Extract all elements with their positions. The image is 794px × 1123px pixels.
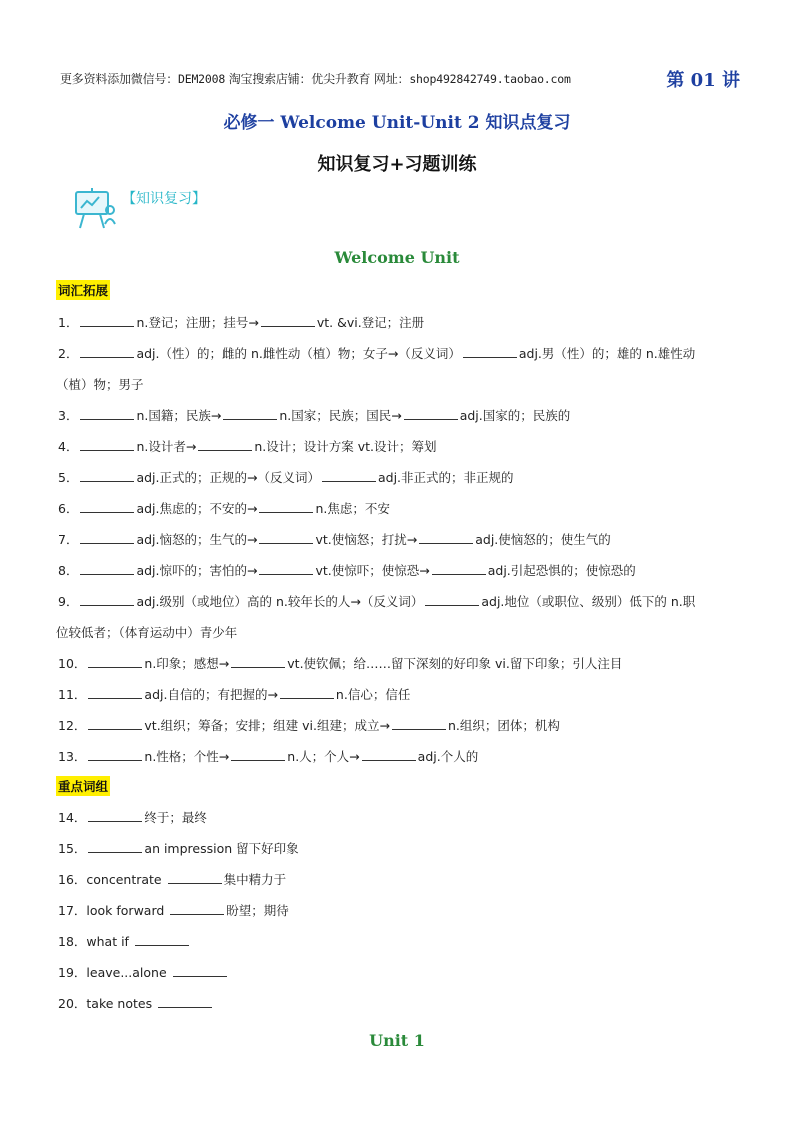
item-number: 6．: [58, 501, 79, 516]
answer-blank[interactable]: [419, 531, 473, 544]
lecture-number: 第 01 讲: [666, 70, 740, 91]
header-url[interactable]: shop492842749.taobao.com: [409, 72, 571, 86]
item-text: n.国家；民族；国民→: [279, 408, 402, 423]
phrase-item: [58, 808, 748, 826]
item-number: 9．: [58, 594, 79, 609]
item-text: n.组织；团体；机构: [447, 718, 560, 733]
answer-blank[interactable]: [80, 345, 134, 358]
item-text: vt.使恼怒；打扰→: [315, 532, 418, 547]
item-text: （植）物；男子: [56, 377, 144, 392]
item-text: adj.级别（或地位）高的 n.较年长的人→（反义词）: [136, 594, 424, 609]
item-text: n.印象；感想→: [144, 656, 230, 671]
item-text: adj.地位（或职位、级别）低下的 n.职: [481, 594, 696, 609]
item-text: adj.国家的；民族的: [459, 408, 571, 423]
answer-blank[interactable]: [259, 500, 313, 513]
vocab-item: [58, 561, 748, 579]
item-text: n.焦虑；不安: [315, 501, 390, 516]
answer-blank[interactable]: [259, 562, 313, 575]
item-number: 3．: [58, 408, 79, 423]
vocab-item: [58, 747, 748, 765]
page-subtitle: 知识复习+习题训练: [317, 154, 477, 175]
answer-blank[interactable]: [259, 531, 313, 544]
review-label: 【知识复习】: [122, 191, 206, 207]
answer-blank[interactable]: [322, 469, 376, 482]
phrase-item: [58, 963, 748, 981]
item-number: 12．: [58, 718, 87, 733]
section-title-welcome: Welcome Unit: [334, 248, 460, 267]
item-number: 18．: [58, 934, 87, 949]
vocab-item: [56, 375, 746, 393]
item-text: n.国籍；民族→: [136, 408, 222, 423]
item-text: an impression 留下好印象: [144, 841, 299, 856]
header-wechat-label: 更多资料添加微信号：: [60, 72, 179, 86]
item-text: n.信心；信任: [335, 687, 411, 702]
vocab-item: [58, 592, 748, 610]
answer-blank[interactable]: [135, 933, 189, 946]
item-number: 1．: [58, 315, 79, 330]
item-text: vt.使钦佩；给……留下深刻的好印象 vi.留下印象；引人注目: [287, 656, 623, 671]
answer-blank[interactable]: [168, 871, 222, 884]
answer-blank[interactable]: [88, 840, 142, 853]
item-text: concentrate: [86, 872, 166, 887]
page-header: [60, 66, 740, 90]
answer-blank[interactable]: [231, 748, 285, 761]
answer-blank[interactable]: [80, 438, 134, 451]
answer-blank[interactable]: [80, 531, 134, 544]
vocab-item: [58, 499, 748, 517]
item-text: n.人；个人→: [287, 749, 360, 764]
answer-blank[interactable]: [80, 407, 134, 420]
item-text: vt.使惊吓；使惊恐→: [315, 563, 430, 578]
vocab-item: [58, 406, 748, 424]
answer-blank[interactable]: [88, 655, 142, 668]
answer-blank[interactable]: [80, 562, 134, 575]
vocab-item: [58, 344, 748, 362]
item-number: 8．: [58, 563, 79, 578]
item-number: 2．: [58, 346, 79, 361]
phrase-heading: 重点词组: [56, 776, 110, 796]
answer-blank[interactable]: [261, 314, 315, 327]
vocab-item: [58, 654, 748, 672]
phrase-item: [58, 994, 748, 1012]
item-text: adj.自信的；有把握的→: [144, 687, 278, 702]
presentation-board-icon: [72, 186, 118, 232]
answer-blank[interactable]: [223, 407, 277, 420]
answer-blank[interactable]: [80, 500, 134, 513]
item-number: 13．: [58, 749, 87, 764]
item-number: 11．: [58, 687, 87, 702]
vocab-item: [58, 716, 748, 734]
answer-blank[interactable]: [88, 686, 142, 699]
answer-blank[interactable]: [170, 902, 224, 915]
item-number: 4．: [58, 439, 79, 454]
answer-blank[interactable]: [404, 407, 458, 420]
answer-blank[interactable]: [280, 686, 334, 699]
answer-blank[interactable]: [425, 593, 479, 606]
header-info: [60, 70, 571, 87]
answer-blank[interactable]: [88, 717, 142, 730]
header-shop-text: 淘宝搜索店铺：优尖升教育 网址：: [225, 72, 410, 86]
vocab-item: [56, 623, 746, 641]
item-text: look forward: [86, 903, 169, 918]
item-number: 16．: [58, 872, 87, 887]
item-number: 19．: [58, 965, 87, 980]
item-text: vt.组织；筹备；安排；组建 vi.组建；成立→: [144, 718, 390, 733]
item-number: 15．: [58, 841, 87, 856]
answer-blank[interactable]: [80, 593, 134, 606]
item-text: vt. &vi.登记；注册: [316, 315, 425, 330]
vocab-item: [58, 685, 748, 703]
phrase-item: [58, 932, 748, 950]
vocab-item: [58, 468, 748, 486]
item-text: n.设计；设计方案 vt.设计；筹划: [254, 439, 437, 454]
vocab-heading: 词汇拓展: [56, 280, 110, 300]
phrase-item: [58, 870, 748, 888]
item-number: 14．: [58, 810, 87, 825]
section-title-unit1: Unit 1: [369, 1031, 425, 1050]
item-text: 集中精力于: [223, 872, 287, 887]
item-text: adj.个人的: [417, 749, 479, 764]
answer-blank[interactable]: [231, 655, 285, 668]
vocab-item: [58, 313, 748, 331]
answer-blank[interactable]: [158, 995, 212, 1008]
answer-blank[interactable]: [80, 314, 134, 327]
vocab-item: [58, 530, 748, 548]
item-text: n.登记；注册；挂号→: [136, 315, 259, 330]
item-text: adj.恼怒的；生气的→: [136, 532, 258, 547]
answer-blank[interactable]: [432, 562, 486, 575]
answer-blank[interactable]: [88, 748, 142, 761]
item-number: 20．: [58, 996, 87, 1011]
item-number: 7．: [58, 532, 79, 547]
item-text: leave...alone: [86, 965, 171, 980]
item-number: 17．: [58, 903, 87, 918]
answer-blank[interactable]: [463, 345, 517, 358]
header-wechat-id: DEM2008: [178, 72, 226, 86]
item-text: 终于；最终: [144, 810, 207, 825]
item-text: adj.惊吓的；害怕的→: [136, 563, 258, 578]
item-text: adj.焦虑的；不安的→: [136, 501, 258, 516]
item-text: what if: [86, 934, 133, 949]
item-text: adj.正式的；正规的→（反义词）: [136, 470, 320, 485]
item-text: adj.（性）的；雌的 n.雌性动（植）物；女子→（反义词）: [136, 346, 461, 361]
page-title: 必修一 Welcome Unit-Unit 2 知识点复习: [223, 113, 571, 133]
item-number: 10．: [58, 656, 87, 671]
vocab-item: [58, 437, 748, 455]
item-text: adj.使恼怒的；使生气的: [475, 532, 611, 547]
phrase-item: [58, 901, 748, 919]
item-text: adj.引起恐惧的；使惊恐的: [487, 563, 636, 578]
answer-blank[interactable]: [80, 469, 134, 482]
answer-blank[interactable]: [198, 438, 252, 451]
phrase-item: [58, 839, 748, 857]
item-number: 5．: [58, 470, 79, 485]
answer-blank[interactable]: [173, 964, 227, 977]
item-text: take notes: [86, 996, 157, 1011]
item-text: adj.非正式的；非正规的: [377, 470, 514, 485]
item-text: adj.男（性）的；雄的 n.雄性动: [518, 346, 696, 361]
item-text: n.设计者→: [136, 439, 197, 454]
item-text: n.性格；个性→: [144, 749, 230, 764]
answer-blank[interactable]: [362, 748, 416, 761]
answer-blank[interactable]: [88, 809, 142, 822]
item-text: 位较低者；（体育运动中）青少年: [56, 625, 238, 640]
answer-blank[interactable]: [392, 717, 446, 730]
item-text: 盼望；期待: [226, 903, 289, 918]
